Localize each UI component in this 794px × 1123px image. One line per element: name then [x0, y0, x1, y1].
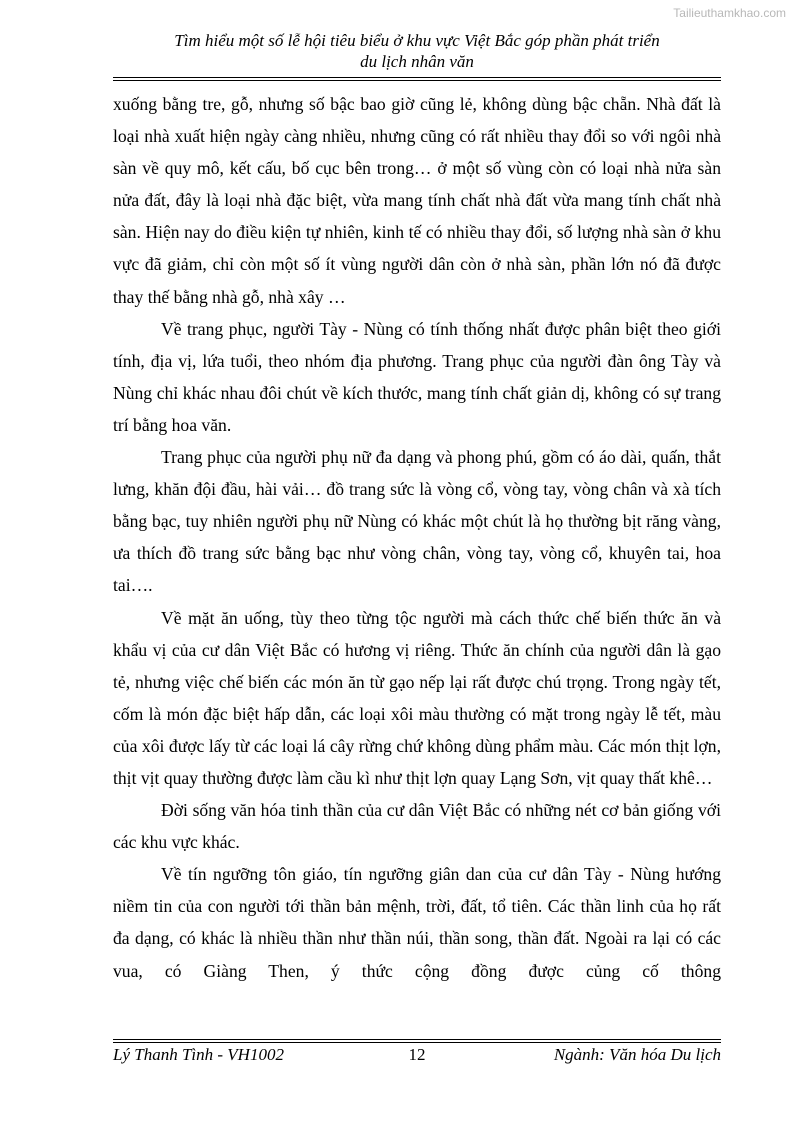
header-divider — [113, 77, 721, 81]
running-header — [113, 30, 721, 72]
header-title-line1: Tìm hiểu một số lễ hội tiêu biểu ở khu vực Việt Bắc góp phần phát triển — [174, 31, 660, 50]
paragraph-costume-overview: Về trang phục, người Tày - Nùng có tính thống nhất được phân biệt theo giới tính, địa vị, lứa tuổi, theo nhóm địa phương. Trang phục của người đàn ông Tày và Nùng chỉ khác nhau đôi chút về kích thước, mang tính chất giản dị, không có sự trang trí bằng hoa văn. — [113, 318, 721, 435]
page-footer — [113, 1045, 721, 1069]
paragraph-spiritual-life: Đời sống văn hóa tinh thần của cư dân Việt Bắc có những nét cơ bản giống với các khu vực khác. — [113, 800, 721, 853]
page-number: 12 — [408, 1045, 426, 1064]
paragraph-beliefs: Về tín ngưỡng tôn giáo, tín ngưỡng giân dan của cư dân Tày - Nùng hướng niềm tin của con người tới thần bản mệnh, trời, đất, tổ tiên. Các thần linh của họ rất đa dạng, có khác là nhiều thần như thần núi, thần song, thần đất. Ngoài ra lại có các vua, có Giàng Then, ý thức cộng đồng được củng cố thông — [113, 864, 721, 981]
footer-author: Lý Thanh Tình - VH1002 — [113, 1045, 284, 1064]
footer-divider — [113, 1039, 721, 1043]
paragraph-cuisine: Về mặt ăn uống, tùy theo từng tộc người mà cách thức chế biến thức ăn và khẩu vị của cư dân Việt Bắc có hương vị riêng. Thức ăn chính của người dân là gạo tẻ, nhưng việc chế biến các món ăn từ gạo nếp lại rất được chú trọng. Trong ngày tết, cốm là món đặc biệt hấp dẫn, các loại xôi màu thường có mặt trong ngày lễ tết, màu của xôi được lấy từ các loại lá cây rừng chứ không dùng phẩm màu. Các món thịt lợn, thịt vịt quay thường được làm cầu kì như thịt lợn quay Lạng Sơn, vịt quay thất khê… — [113, 607, 721, 788]
watermark: Tailieuthamkhao.com — [673, 6, 786, 20]
paragraph-womens-costume: Trang phục của người phụ nữ đa dạng và phong phú, gồm có áo dài, quấn, thắt lưng, khăn đội đầu, hài vải… đồ trang sức là vòng cổ, vòng tay, vòng chân và xà tích bằng bạc, tuy nhiên người phụ nữ Nùng có khác một chút là họ thường bịt răng vàng, ưa thích đồ trang sức bằng bạc như vòng chân, vòng tay, vòng cổ, khuyên tai, hoa tai…. — [113, 447, 721, 596]
page-body — [113, 88, 721, 987]
footer-major: Ngành: Văn hóa Du lịch — [553, 1045, 721, 1064]
paragraph-housing: xuống bằng tre, gỗ, nhưng số bậc bao giờ cũng lẻ, không dùng bậc chẵn. Nhà đất là loại nhà xuất hiện ngày càng nhiều, nhưng cũng có rất nhiều thay đổi so với ngôi nhà sàn về quy mô, kết cấu, bố cục bên trong… ở một số vùng còn có loại nhà nửa sàn nửa đất, đây là loại nhà đặc biệt, vừa mang tính chất nhà đất vừa mang tính chất nhà sàn. Hiện nay do điều kiện tự nhiên, kinh tế có nhiều thay đổi, số lượng nhà sàn ở khu vực đã giảm, chỉ còn một số ít vùng người dân còn ở nhà sàn, phần lớn nó đã được thay thế bằng nhà gỗ, nhà xây … — [113, 94, 721, 307]
header-title-line2: du lịch nhân văn — [360, 52, 474, 71]
